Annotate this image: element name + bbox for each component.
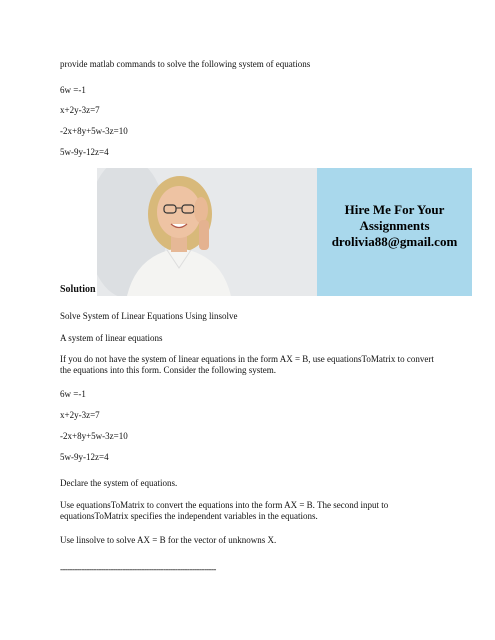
banner-text	[317, 202, 472, 250]
equation-5: 6w =-1	[60, 389, 86, 399]
equation-4: 5w-9y-12z=4	[60, 147, 109, 157]
equation-1: 6w =-1	[60, 85, 86, 95]
intro-text: provide matlab commands to solve the following system of equations	[60, 59, 311, 69]
hire-me-banner	[317, 168, 472, 296]
equation-2: x+2y-3z=7	[60, 105, 100, 115]
equation-7: -2x+8y+5w-3z=10	[60, 431, 128, 441]
paragraph-2: Use equationsToMatrix to convert the equations into the form AX = B. The second input to equationsToMatrix specifies the independent variables in the equations.	[60, 500, 389, 521]
system-label: A system of linear equations	[60, 333, 163, 343]
equation-8: 5w-9y-12z=4	[60, 452, 109, 462]
solve-title: Solve System of Linear Equations Using linsolve	[60, 311, 238, 321]
banner-email: drolivia88@gmail.com	[331, 234, 458, 249]
solution-heading: Solution	[60, 284, 96, 295]
banner-line-2: Assignments	[359, 218, 430, 233]
declare-text: Declare the system of equations.	[60, 478, 178, 488]
divider-line: -----------------------------------------------------------------	[60, 564, 216, 574]
equation-3: -2x+8y+5w-3z=10	[60, 126, 128, 136]
banner-line-1: Hire Me For Your	[344, 202, 445, 217]
woman-photo	[97, 168, 322, 296]
equation-6: x+2y-3z=7	[60, 410, 100, 420]
advertisement-row	[60, 168, 458, 296]
paragraph-3: Use linsolve to solve AX = B for the vector of unknowns X.	[60, 535, 277, 545]
paragraph-1: If you do not have the system of linear equations in the form AX = B, use equationsToMatrix to convert the equations into this form. Consider the following system.	[60, 354, 434, 375]
